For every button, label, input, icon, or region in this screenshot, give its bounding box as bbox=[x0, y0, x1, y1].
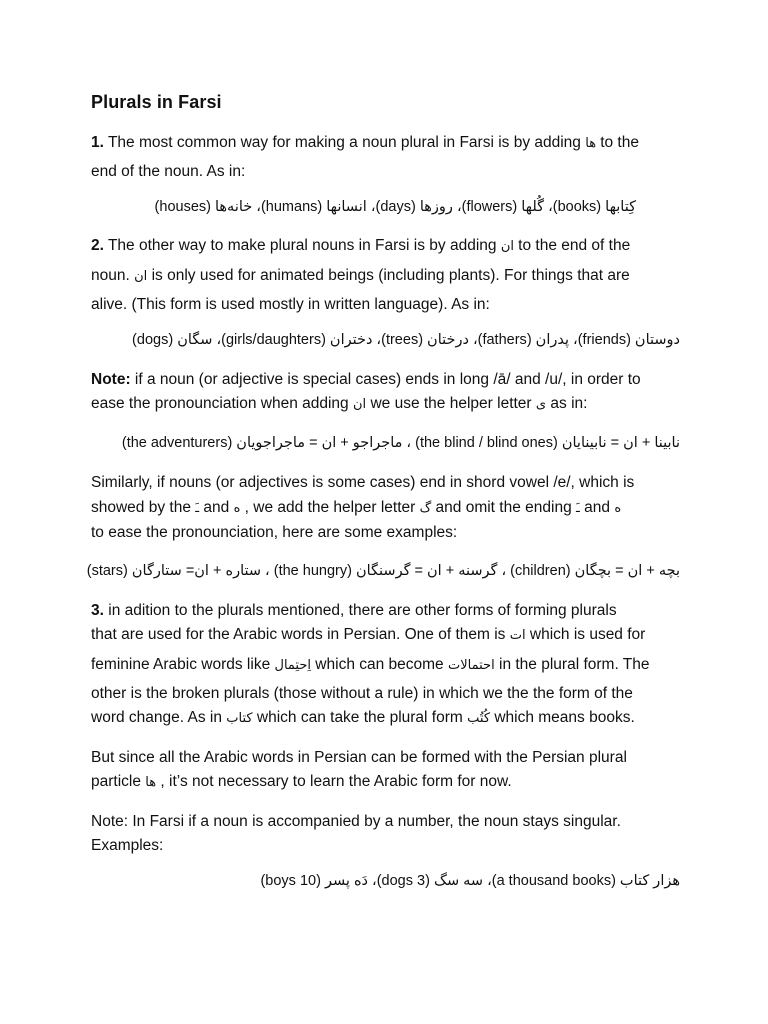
section3-suffix: ات bbox=[509, 628, 526, 643]
section2-line3: alive. (This form is used mostly in written language). As in: bbox=[91, 296, 490, 313]
note1-line2-a: ease the pronounciation when adding bbox=[91, 395, 353, 412]
but-since-line2-a: particle bbox=[91, 773, 146, 790]
section2-number: 2. bbox=[91, 237, 104, 254]
section2-line2-a: noun. bbox=[91, 267, 135, 284]
similarly-example-text: بچه + ان = بچگان (children) ، گرسنه + ان = گرسنگان (the hungry) ، ستاره + ان= ستارگان (stars) bbox=[86, 563, 680, 579]
but-since-line2-b: , it’s not necessary to learn the Arabic form for now. bbox=[156, 773, 512, 790]
section3-word1: اِحتِمال bbox=[274, 658, 311, 673]
section2-line1 bbox=[91, 236, 701, 257]
section1-line2: end of the noun. As in: bbox=[91, 163, 246, 180]
note1-line2-b: we use the helper letter bbox=[366, 395, 536, 412]
section2-example bbox=[80, 330, 680, 350]
note1-helper: ی bbox=[535, 397, 547, 412]
section2-suffix: ان bbox=[500, 239, 519, 254]
section3-line2-b: which is used for bbox=[525, 626, 646, 643]
section3-word3: کتاب bbox=[226, 711, 253, 726]
section1-example-text: کِتابها (books)، گُلها (flowers)، روزها (days)، انسانها (humans)، خانه‌ها (houses) bbox=[154, 199, 636, 215]
section2-line2 bbox=[91, 266, 701, 287]
section3-line2-a: that are used for the Arabic words in Persian. One of them is bbox=[91, 626, 510, 643]
similarly-mark4: ه bbox=[614, 501, 622, 516]
section1-suffix: ها bbox=[585, 136, 601, 151]
note1-example-text: نابینا + ان = نابینایان (the blind / blind ones) ، ماجراجو + ان = ماجراجویان (the adventurers) bbox=[121, 435, 680, 451]
similarly-line2-d: and omit the ending bbox=[431, 499, 577, 516]
similarly-line1: Similarly, if nouns (or adjectives is some cases) end in shord vowel /e/, which is bbox=[91, 474, 635, 491]
note1-line2-c: as in: bbox=[546, 395, 588, 412]
similarly-mark2: ه bbox=[233, 501, 241, 516]
similarly-helper: گ bbox=[419, 501, 432, 516]
note2-line2: Examples: bbox=[91, 837, 164, 854]
section1-example bbox=[36, 197, 636, 217]
similarly-line2-a: showed by the bbox=[91, 499, 196, 516]
similarly-example bbox=[80, 561, 680, 581]
section3-line1 bbox=[91, 601, 701, 621]
section1-line1 bbox=[91, 133, 701, 154]
section3-line1-text: in adition to the plurals mentioned, there are other forms of forming plurals bbox=[103, 602, 617, 619]
similarly-line2 bbox=[91, 498, 701, 519]
note1-line1 bbox=[91, 370, 701, 390]
note1-line1-text: if a noun (or adjective is special cases) ends in long /ā/ and /u/, in order to bbox=[130, 371, 641, 388]
similarly-mark3: ـَ bbox=[576, 501, 580, 516]
section3-line3-c: in the plural form. The bbox=[494, 656, 650, 673]
section2-example-text: دوستان (friends)، پدران (fathers)، درختان (trees)، دختران (girls/daughters)، سگان (dogs) bbox=[132, 332, 680, 348]
section3-line5 bbox=[91, 708, 701, 729]
section3-number: 3. bbox=[91, 602, 104, 619]
section1-text-b: to the bbox=[600, 134, 639, 151]
note2-line1: Note: In Farsi if a noun is accompanied by a number, the noun stays singular. bbox=[91, 813, 621, 830]
section1-number: 1. bbox=[91, 134, 104, 151]
note1-line2 bbox=[91, 394, 701, 415]
section3-line3 bbox=[91, 655, 701, 676]
section3-line5-c: which means books. bbox=[490, 709, 635, 726]
section2-text-a: The other way to make plural nouns in Farsi is by adding bbox=[103, 237, 501, 254]
but-since-line2 bbox=[91, 772, 701, 793]
section3-line5-b: which can take the plural form bbox=[252, 709, 468, 726]
section3-line4: other is the broken plurals (those without a rule) in which we the the form of the bbox=[91, 685, 633, 702]
note1-suffix: ان bbox=[352, 397, 367, 412]
section1-text-a: The most common way for making a noun plural in Farsi is by adding bbox=[103, 134, 586, 151]
note2-example-text: هزار کتاب (a thousand books)، سه سگ (3 dogs)، دَه پسر (10 boys) bbox=[260, 873, 680, 889]
page-title: Plurals in Farsi bbox=[91, 92, 222, 112]
section2-text-b: to the end of the bbox=[518, 237, 631, 254]
section3-word4: کُتُب bbox=[467, 711, 491, 726]
similarly-line2-e: and bbox=[579, 499, 615, 516]
section3-line3-b: which can become bbox=[311, 656, 448, 673]
section3-line5-a: word change. As in bbox=[91, 709, 227, 726]
but-since-line1: But since all the Arabic words in Persian can be formed with the Persian plural bbox=[91, 749, 627, 766]
section2-suffix2: ان bbox=[134, 269, 148, 284]
note2-example bbox=[80, 871, 680, 891]
section3-word2: احتمالات bbox=[448, 658, 495, 673]
similarly-line2-b: and bbox=[199, 499, 234, 516]
similarly-line2-c: , we add the helper letter bbox=[240, 499, 420, 516]
section3-line2 bbox=[91, 625, 701, 646]
similarly-line3: to ease the pronounciation, here are some examples: bbox=[91, 524, 458, 541]
but-since-suffix: ها bbox=[145, 775, 157, 790]
similarly-mark1: ـَ bbox=[195, 501, 200, 516]
note1-label: Note: bbox=[91, 371, 131, 388]
section2-line2-b: is only used for animated beings (including plants). For things that are bbox=[147, 267, 630, 284]
note1-example bbox=[80, 433, 680, 453]
section3-line3-a: feminine Arabic words like bbox=[91, 656, 275, 673]
